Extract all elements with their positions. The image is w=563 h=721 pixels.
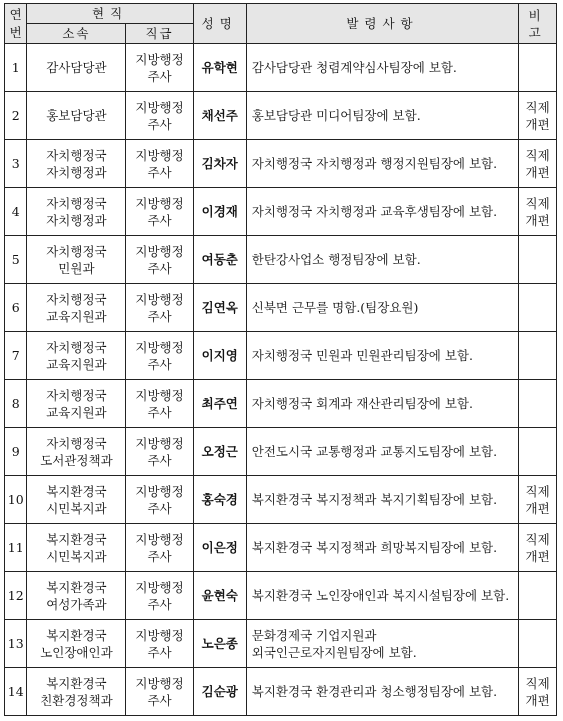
rank-cell	[126, 332, 193, 380]
document-page	[4, 3, 557, 716]
row-number	[5, 92, 27, 140]
affiliation-cell	[27, 236, 126, 284]
affiliation-cell	[27, 284, 126, 332]
remarks-cell	[519, 92, 557, 140]
name-cell-line: 윤현숙	[201, 588, 238, 603]
appointment-cell	[246, 284, 518, 332]
rank-cell	[126, 476, 193, 524]
row-number	[5, 44, 27, 92]
appointment-cell-line: 안전도시국 교통행정과 교통지도팀장에 보함.	[251, 444, 498, 459]
appointment-cell-line: 신북면 근무를 명함.(팀장요원)	[251, 300, 419, 315]
row-number-line: 11	[7, 540, 24, 555]
appointment-cell-line: 복지환경국 환경관리과 청소행정팀장에 보함.	[251, 684, 498, 699]
row-number-line: 4	[11, 204, 20, 219]
affiliation-cell-line: 자치행정과	[46, 212, 107, 228]
header-current-post: 현직	[27, 4, 193, 24]
row-number	[5, 620, 27, 668]
rank-cell-line: 지방행정	[135, 435, 184, 451]
remarks-cell	[519, 236, 557, 284]
affiliation-cell-line: 시민복지과	[46, 548, 107, 564]
appointment-cell	[246, 524, 518, 572]
row-number	[5, 668, 27, 716]
rank-cell	[126, 188, 193, 236]
header-rank: 직급	[126, 24, 193, 44]
name-cell	[193, 332, 246, 380]
affiliation-cell-line: 도서관정책과	[40, 452, 113, 468]
affiliation-cell-line: 노인장애인과	[40, 644, 113, 660]
rank-cell-line: 지방행정	[135, 531, 184, 547]
rank-cell-line: 지방행정	[135, 627, 184, 643]
table-row	[5, 332, 557, 380]
affiliation-cell-line: 자치행정과	[46, 164, 107, 180]
rank-cell-line: 주사	[147, 452, 172, 468]
rank-cell-line: 주사	[147, 692, 172, 708]
name-cell	[193, 380, 246, 428]
name-cell-line: 김순광	[201, 684, 238, 699]
affiliation-cell	[27, 668, 126, 716]
header-affiliation: 소속	[27, 24, 126, 44]
affiliation-cell-line: 친환경정책과	[40, 692, 113, 708]
header-remarks: 비고	[519, 4, 557, 44]
remarks-cell-line: 직제	[525, 99, 550, 115]
rank-cell-line: 지방행정	[135, 243, 184, 259]
name-cell	[193, 284, 246, 332]
name-cell-line: 김차자	[201, 156, 238, 171]
appointment-cell-line: 자치행정국 자치행정과 교육후생팀장에 보함.	[251, 204, 498, 219]
row-number	[5, 188, 27, 236]
remarks-cell-line: 개편	[525, 692, 550, 708]
affiliation-cell	[27, 524, 126, 572]
affiliation-cell-line: 자치행정국	[46, 435, 107, 451]
appointment-cell	[246, 140, 518, 188]
affiliation-cell	[27, 428, 126, 476]
row-number-line: 9	[11, 444, 20, 459]
affiliation-cell-line: 교육지원과	[46, 356, 107, 372]
appointment-cell	[246, 380, 518, 428]
affiliation-cell	[27, 380, 126, 428]
rank-cell-line: 주사	[147, 404, 172, 420]
affiliation-cell-line: 복지환경국	[46, 483, 107, 499]
rank-cell-line: 주사	[147, 308, 172, 324]
table-row	[5, 284, 557, 332]
name-cell-line: 오정근	[201, 444, 238, 459]
appointment-cell-line: 한탄강사업소 행정팀장에 보함.	[251, 252, 421, 267]
affiliation-cell-line: 민원과	[58, 260, 95, 276]
name-cell-line: 홍숙경	[201, 492, 238, 507]
name-cell	[193, 236, 246, 284]
table-row	[5, 668, 557, 716]
rank-cell-line: 지방행정	[135, 675, 184, 691]
remarks-cell	[519, 620, 557, 668]
remarks-cell-line: 직제	[525, 531, 550, 547]
remarks-cell-line: 직제	[525, 483, 550, 499]
header-appointment: 발령사항	[246, 4, 518, 44]
remarks-cell-line: 개편	[525, 212, 550, 228]
appointment-cell-line: 감사담당관 청렴계약심사팀장에 보함.	[251, 60, 457, 75]
row-number-line: 6	[11, 300, 20, 315]
rank-cell	[126, 236, 193, 284]
rank-cell-line: 주사	[147, 548, 172, 564]
appointment-cell	[246, 44, 518, 92]
name-cell-line: 최주연	[201, 396, 238, 411]
appointment-cell	[246, 332, 518, 380]
row-number-line: 14	[7, 684, 24, 699]
appointment-cell-line: 문화경제국 기업지원과	[251, 627, 377, 643]
rank-cell-line: 주사	[147, 116, 172, 132]
affiliation-cell-line: 자치행정국	[46, 195, 107, 211]
remarks-cell	[519, 44, 557, 92]
name-cell	[193, 572, 246, 620]
remarks-cell-line: 개편	[525, 548, 550, 564]
remarks-cell	[519, 188, 557, 236]
table-body	[5, 44, 557, 716]
remarks-cell-line: 직제	[525, 675, 550, 691]
table-row	[5, 44, 557, 92]
row-number	[5, 380, 27, 428]
remarks-cell	[519, 380, 557, 428]
rank-cell	[126, 620, 193, 668]
name-cell	[193, 476, 246, 524]
name-cell	[193, 524, 246, 572]
remarks-cell-line: 직제	[525, 147, 550, 163]
remarks-cell	[519, 332, 557, 380]
row-number-line: 8	[11, 396, 20, 411]
appointment-cell-line: 자치행정국 자치행정과 행정지원팀장에 보함.	[251, 156, 498, 171]
row-number-line: 2	[11, 108, 20, 123]
name-cell	[193, 428, 246, 476]
name-cell	[193, 44, 246, 92]
name-cell	[193, 668, 246, 716]
affiliation-cell	[27, 620, 126, 668]
rank-cell-line: 지방행정	[135, 291, 184, 307]
affiliation-cell-line: 자치행정국	[46, 387, 107, 403]
appointment-cell-line: 복지환경국 복지정책과 복지기획팀장에 보함.	[251, 492, 498, 507]
remarks-cell	[519, 140, 557, 188]
affiliation-cell-line: 감사담당관	[46, 60, 107, 75]
table-row	[5, 524, 557, 572]
remarks-cell	[519, 572, 557, 620]
affiliation-cell-line: 여성가족과	[46, 596, 107, 612]
table-row	[5, 620, 557, 668]
rank-cell	[126, 44, 193, 92]
affiliation-cell	[27, 188, 126, 236]
appointment-cell-line: 외국인근로자지원팀장에 보함.	[251, 644, 417, 660]
name-cell-line: 김연옥	[201, 300, 238, 315]
rank-cell	[126, 284, 193, 332]
appointment-cell-line: 복지환경국 복지정책과 희망복지팀장에 보함.	[251, 540, 498, 555]
affiliation-cell	[27, 332, 126, 380]
rank-cell-line: 주사	[147, 260, 172, 276]
name-cell-line: 여동춘	[201, 252, 238, 267]
appointment-cell	[246, 620, 518, 668]
rank-cell-line: 주사	[147, 356, 172, 372]
rank-cell-line: 주사	[147, 596, 172, 612]
affiliation-cell-line: 복지환경국	[46, 675, 107, 691]
row-number	[5, 332, 27, 380]
row-number	[5, 428, 27, 476]
remarks-cell	[519, 524, 557, 572]
remarks-cell-line: 직제	[525, 195, 550, 211]
personnel-appointment-table	[4, 3, 557, 716]
row-number	[5, 140, 27, 188]
appointment-cell	[246, 236, 518, 284]
name-cell-line: 노은종	[201, 636, 238, 651]
table-row	[5, 140, 557, 188]
row-number-line: 3	[11, 156, 20, 171]
name-cell-line: 유학현	[201, 60, 238, 75]
affiliation-cell-line: 홍보담당관	[46, 108, 107, 123]
table-row	[5, 188, 557, 236]
remarks-cell-line: 개편	[525, 500, 550, 516]
appointment-cell	[246, 476, 518, 524]
header-number-top: 연	[9, 6, 22, 22]
affiliation-cell	[27, 476, 126, 524]
rank-cell-line: 지방행정	[135, 579, 184, 595]
name-cell-line: 이경재	[201, 204, 238, 219]
affiliation-cell-line: 교육지원과	[46, 404, 107, 420]
row-number-line: 1	[11, 60, 20, 75]
rank-cell	[126, 140, 193, 188]
appointment-cell	[246, 668, 518, 716]
appointment-cell	[246, 92, 518, 140]
appointment-cell-line: 자치행정국 민원과 민원관리팀장에 보함.	[251, 348, 473, 363]
row-number-line: 5	[11, 252, 20, 267]
remarks-cell	[519, 476, 557, 524]
affiliation-cell-line: 복지환경국	[46, 627, 107, 643]
remarks-cell	[519, 428, 557, 476]
affiliation-cell-line: 복지환경국	[46, 531, 107, 547]
rank-cell-line: 지방행정	[135, 339, 184, 355]
header-number	[5, 4, 27, 44]
affiliation-cell-line: 자치행정국	[46, 291, 107, 307]
name-cell	[193, 92, 246, 140]
row-number	[5, 476, 27, 524]
appointment-cell	[246, 188, 518, 236]
affiliation-cell	[27, 44, 126, 92]
rank-cell-line: 주사	[147, 500, 172, 516]
affiliation-cell-line: 자치행정국	[46, 243, 107, 259]
rank-cell	[126, 380, 193, 428]
name-cell-line: 이은정	[201, 540, 238, 555]
rank-cell-line: 지방행정	[135, 147, 184, 163]
rank-cell-line: 주사	[147, 164, 172, 180]
rank-cell-line: 지방행정	[135, 483, 184, 499]
affiliation-cell	[27, 140, 126, 188]
row-number	[5, 572, 27, 620]
rank-cell	[126, 668, 193, 716]
table-row	[5, 428, 557, 476]
affiliation-cell	[27, 92, 126, 140]
row-number-line: 12	[7, 588, 24, 603]
rank-cell	[126, 428, 193, 476]
name-cell	[193, 188, 246, 236]
rank-cell-line: 주사	[147, 68, 172, 84]
rank-cell-line: 지방행정	[135, 387, 184, 403]
table-row	[5, 572, 557, 620]
remarks-cell	[519, 668, 557, 716]
affiliation-cell-line: 시민복지과	[46, 500, 107, 516]
name-cell-line: 이지영	[201, 348, 238, 363]
affiliation-cell-line: 자치행정국	[46, 147, 107, 163]
rank-cell	[126, 92, 193, 140]
remarks-cell-line: 개편	[525, 116, 550, 132]
rank-cell-line: 지방행정	[135, 99, 184, 115]
row-number	[5, 524, 27, 572]
rank-cell	[126, 572, 193, 620]
rank-cell-line: 지방행정	[135, 51, 184, 67]
table-row	[5, 92, 557, 140]
appointment-cell	[246, 572, 518, 620]
table-row	[5, 236, 557, 284]
affiliation-cell-line: 복지환경국	[46, 579, 107, 595]
header-number-bottom: 번	[9, 24, 22, 40]
appointment-cell	[246, 428, 518, 476]
rank-cell-line: 주사	[147, 212, 172, 228]
rank-cell-line: 지방행정	[135, 195, 184, 211]
affiliation-cell	[27, 572, 126, 620]
appointment-cell-line: 자치행정국 회계과 재산관리팀장에 보함.	[251, 396, 473, 411]
row-number-line: 10	[7, 492, 24, 507]
affiliation-cell-line: 자치행정국	[46, 339, 107, 355]
header-name: 성명	[193, 4, 246, 44]
name-cell	[193, 140, 246, 188]
remarks-cell-line: 개편	[525, 164, 550, 180]
rank-cell-line: 주사	[147, 644, 172, 660]
rank-cell	[126, 524, 193, 572]
row-number-line: 7	[11, 348, 20, 363]
row-number	[5, 284, 27, 332]
appointment-cell-line: 홍보담당관 미디어팀장에 보함.	[251, 108, 421, 123]
name-cell-line: 채선주	[201, 108, 238, 123]
row-number-line: 13	[7, 636, 24, 651]
remarks-cell	[519, 284, 557, 332]
affiliation-cell-line: 교육지원과	[46, 308, 107, 324]
appointment-cell-line: 복지환경국 노인장애인과 복지시설팀장에 보함.	[251, 588, 510, 603]
table-row	[5, 476, 557, 524]
name-cell	[193, 620, 246, 668]
table-row	[5, 380, 557, 428]
row-number	[5, 236, 27, 284]
